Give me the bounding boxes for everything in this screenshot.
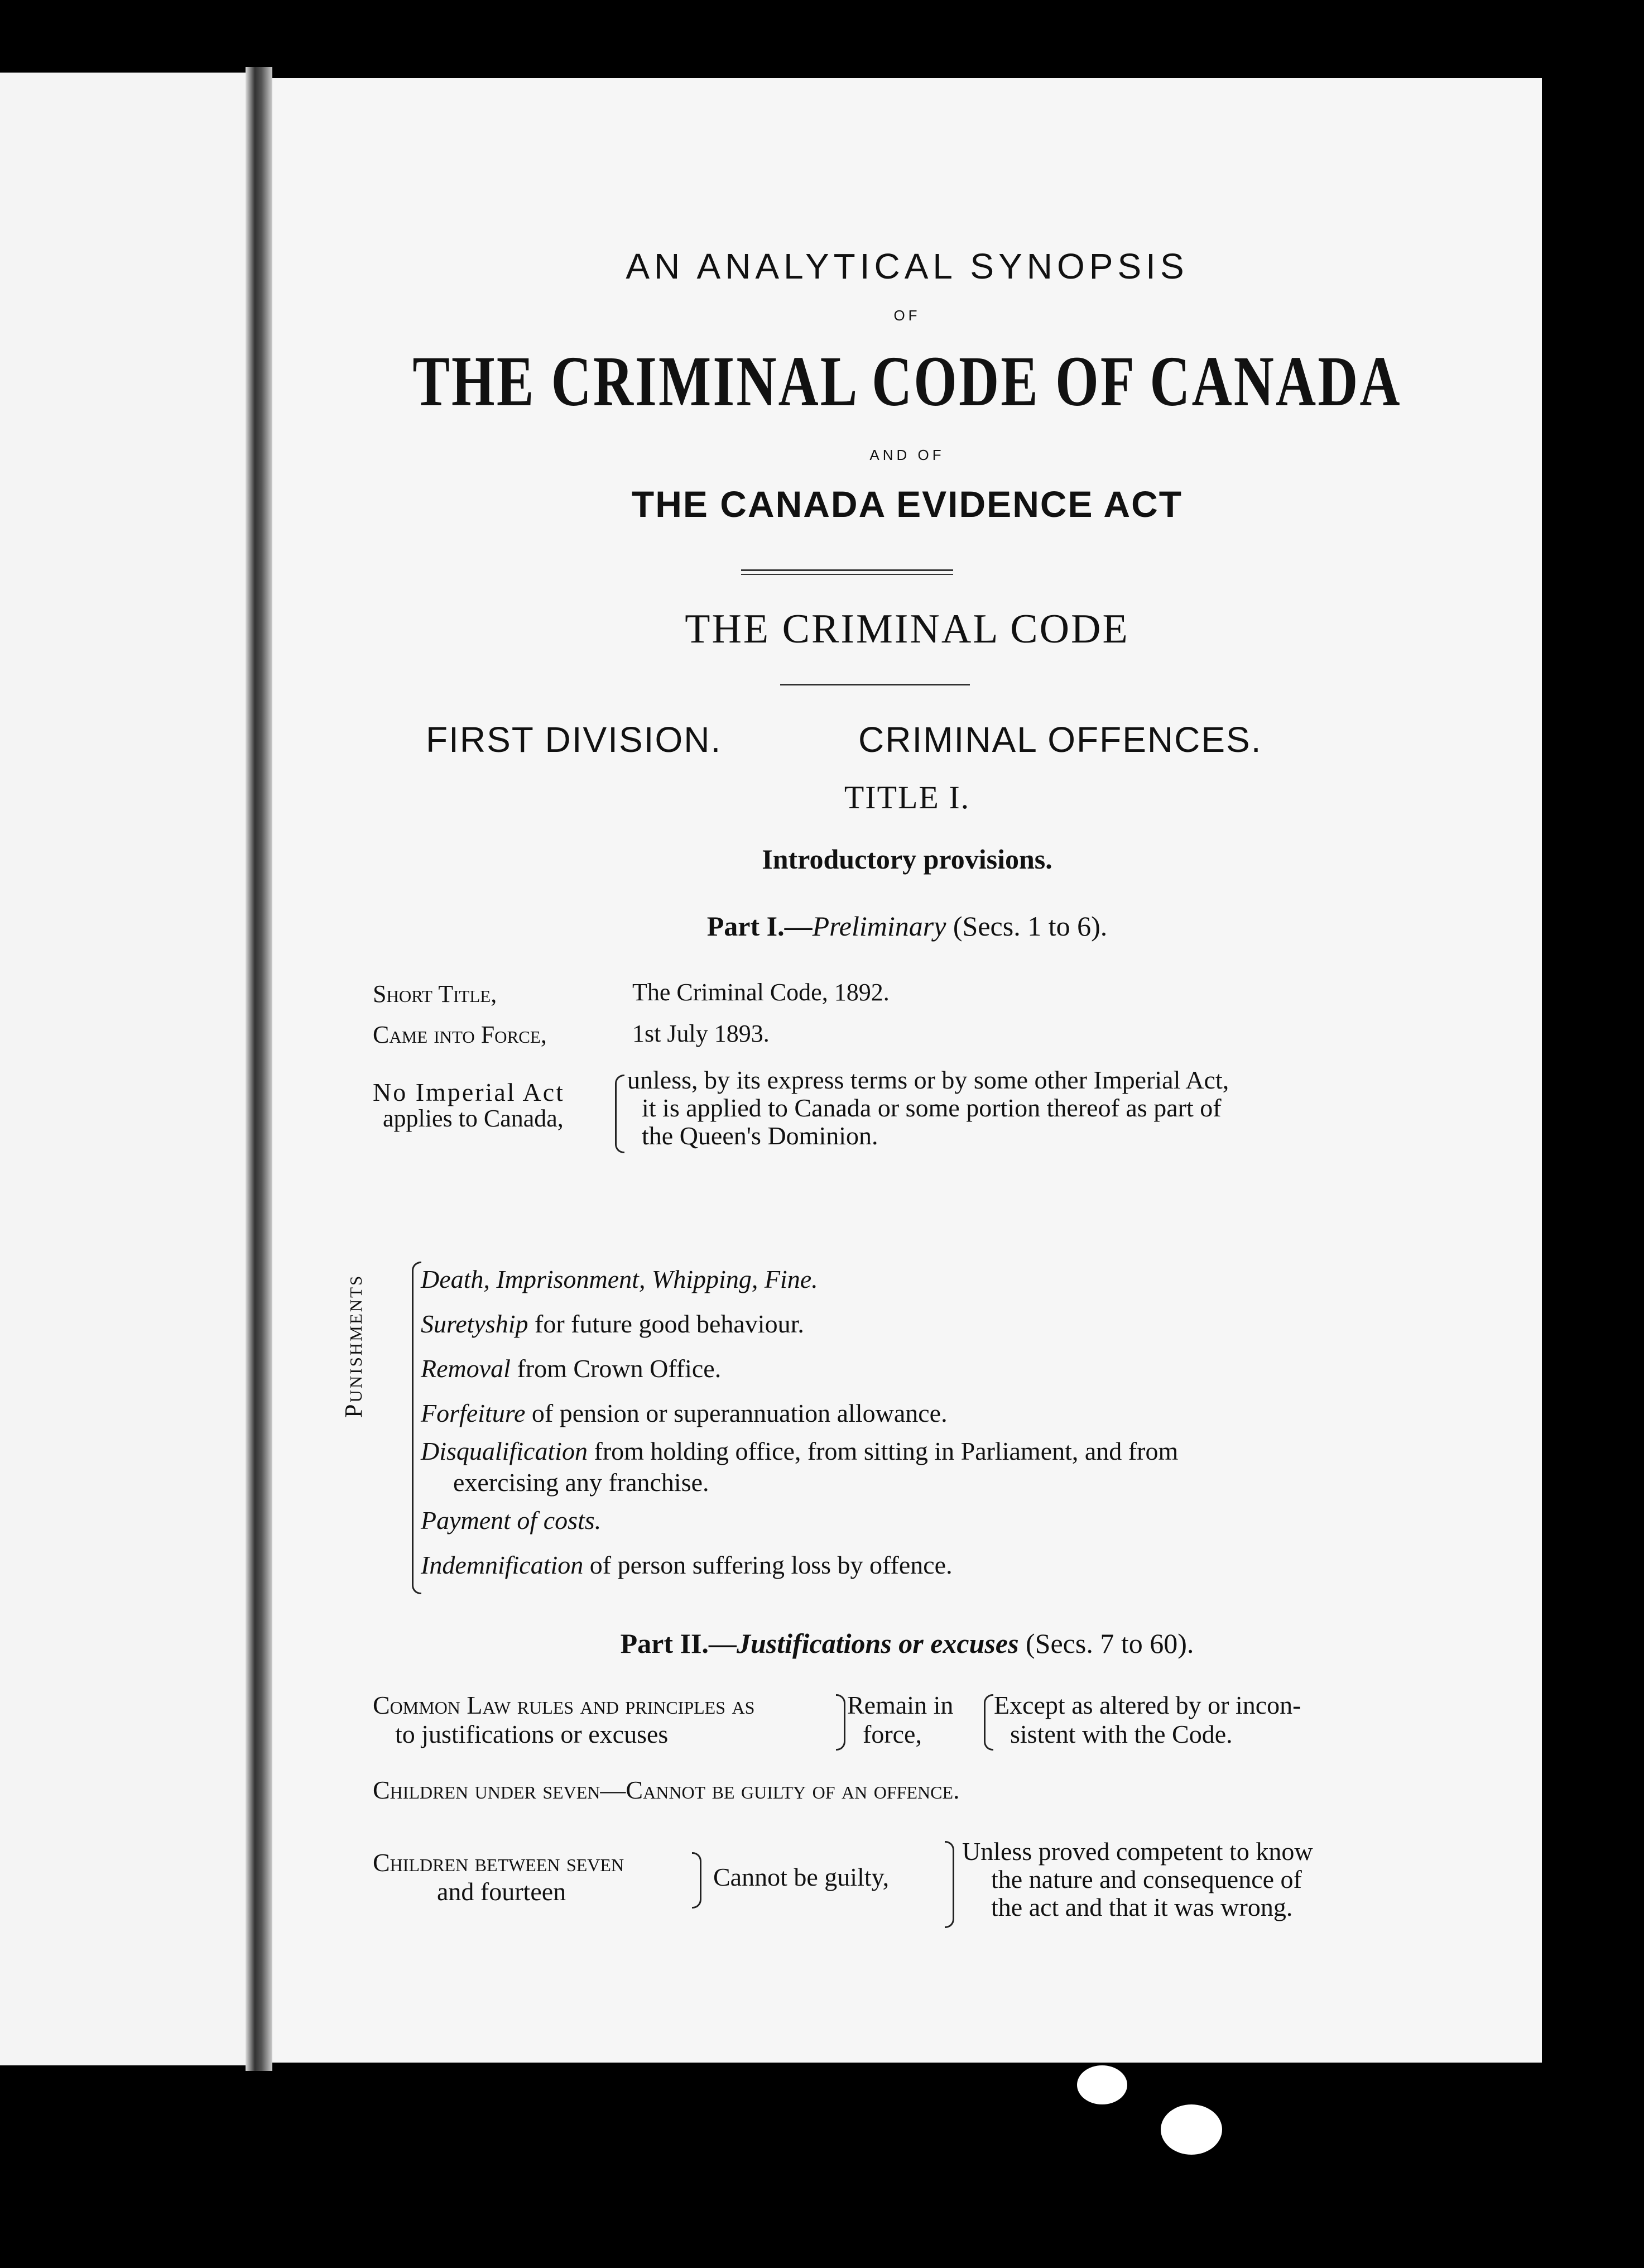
common-law-1 — [373, 1690, 754, 1720]
punishment-item — [421, 1467, 1178, 1498]
punishment-item — [421, 1436, 1178, 1467]
children-between-1: Children between seven — [373, 1848, 624, 1877]
document-page — [272, 78, 1542, 2063]
came-into-force-value: 1st July 1893. — [632, 1020, 770, 1047]
unless-3: the act and that it was wrong. — [991, 1893, 1293, 1921]
part-one-heading — [272, 910, 1542, 942]
part-two-secs: (Secs. 7 to 60). — [1026, 1628, 1194, 1659]
punishment-em: Death, Imprisonment, Whipping, Fine. — [421, 1265, 818, 1293]
brace — [984, 1694, 993, 1751]
scan-blemish — [1161, 2104, 1222, 2155]
common-law-2: to justifications or excuses — [395, 1720, 669, 1748]
of-connector: OF — [893, 307, 921, 324]
short-title-label: Short Title, — [373, 980, 497, 1008]
book-gutter — [246, 67, 272, 2071]
part-one-name: Preliminary — [812, 910, 946, 942]
short-title-value: The Criminal Code, 1892. — [632, 979, 890, 1006]
imperial-act-left-1: No Imperial Act — [373, 1078, 565, 1106]
remain-2: force, — [863, 1720, 922, 1748]
punishment-item — [421, 1302, 1178, 1346]
evidence-act-title: THE CANADA EVIDENCE ACT — [631, 483, 1183, 525]
introductory-provisions: Introductory provisions. — [762, 843, 1052, 875]
brace — [945, 1841, 954, 1928]
divider — [780, 684, 970, 685]
divider — [741, 569, 953, 571]
punishment-em: Suretyship — [421, 1310, 528, 1338]
punishment-em: Removal — [421, 1354, 511, 1383]
except-2: sistent with the Code. — [1010, 1720, 1233, 1748]
punishment-item — [421, 1346, 1178, 1391]
punishment-em: Forfeiture — [421, 1399, 526, 1427]
scan-blemish — [1077, 2065, 1127, 2104]
unless-2: the nature and consequence of — [991, 1865, 1302, 1893]
punishment-text: of person suffering loss by offence. — [583, 1551, 953, 1579]
synopsis-heading: AN ANALYTICAL SYNOPSIS — [626, 246, 1189, 286]
punishment-text: of pension or superannuation allowance. — [525, 1399, 948, 1427]
came-into-force-label: Came into Force, — [373, 1021, 547, 1048]
part-two-label: Part II.— — [620, 1628, 737, 1659]
common-law-text: Common Law rules and principles as — [373, 1691, 755, 1719]
punishment-item — [421, 1498, 1178, 1543]
children-between-2: and fourteen — [437, 1877, 566, 1906]
imperial-act-left-2: applies to Canada, — [383, 1105, 564, 1132]
unless-1: Unless proved competent to know — [962, 1837, 1313, 1866]
part-one-secs: (Secs. 1 to 6). — [953, 910, 1108, 942]
punishment-text: exercising any franchise. — [453, 1468, 709, 1497]
punishment-item — [421, 1257, 1178, 1302]
facing-page — [0, 73, 254, 2065]
remain-1: Remain in — [847, 1691, 954, 1719]
punishment-text: from Crown Office. — [510, 1354, 722, 1383]
and-of-connector: AND OF — [869, 447, 945, 463]
cannot-be-guilty: Cannot be guilty, — [713, 1863, 890, 1891]
brace — [692, 1852, 701, 1909]
code-title: THE CRIMINAL CODE OF CANADA — [412, 342, 1402, 421]
children-under-seven: Children under seven—Cannot be guilty of an offence. — [373, 1776, 960, 1804]
brace — [836, 1694, 845, 1751]
punishments-list — [421, 1257, 1178, 1588]
brace — [615, 1075, 624, 1153]
punishment-item — [421, 1391, 1178, 1436]
criminal-offences: CRIMINAL OFFENCES. — [858, 720, 1262, 760]
part-one-label: Part I.— — [706, 910, 813, 942]
imperial-act-right-2: it is applied to Canada or some portion thereof as part of — [642, 1094, 1222, 1122]
punishments-label: Punishments — [340, 1274, 367, 1418]
punishment-em: Indemnification — [421, 1551, 584, 1579]
punishment-em: Payment of costs. — [421, 1506, 602, 1535]
imperial-act-right-1: unless, by its express terms or by some other Imperial Act, — [627, 1066, 1229, 1094]
part-two-heading — [272, 1627, 1542, 1660]
punishment-item — [421, 1543, 1178, 1588]
imperial-act-right-3: the Queen's Dominion. — [642, 1121, 878, 1150]
except-1: Except as altered by or incon- — [994, 1691, 1301, 1719]
title-one: TITLE I. — [844, 779, 970, 816]
punishment-text: for future good behaviour. — [528, 1310, 804, 1338]
part-two-name: Justifications or excuses — [736, 1628, 1019, 1659]
punishment-em: Disqualification — [421, 1437, 588, 1465]
divider — [741, 574, 953, 575]
brace — [412, 1262, 421, 1594]
punishment-text: from holding office, from sitting in Parliament, and from — [588, 1437, 1179, 1465]
section-title: THE CRIMINAL CODE — [685, 606, 1129, 652]
first-division: FIRST DIVISION. — [426, 720, 722, 760]
